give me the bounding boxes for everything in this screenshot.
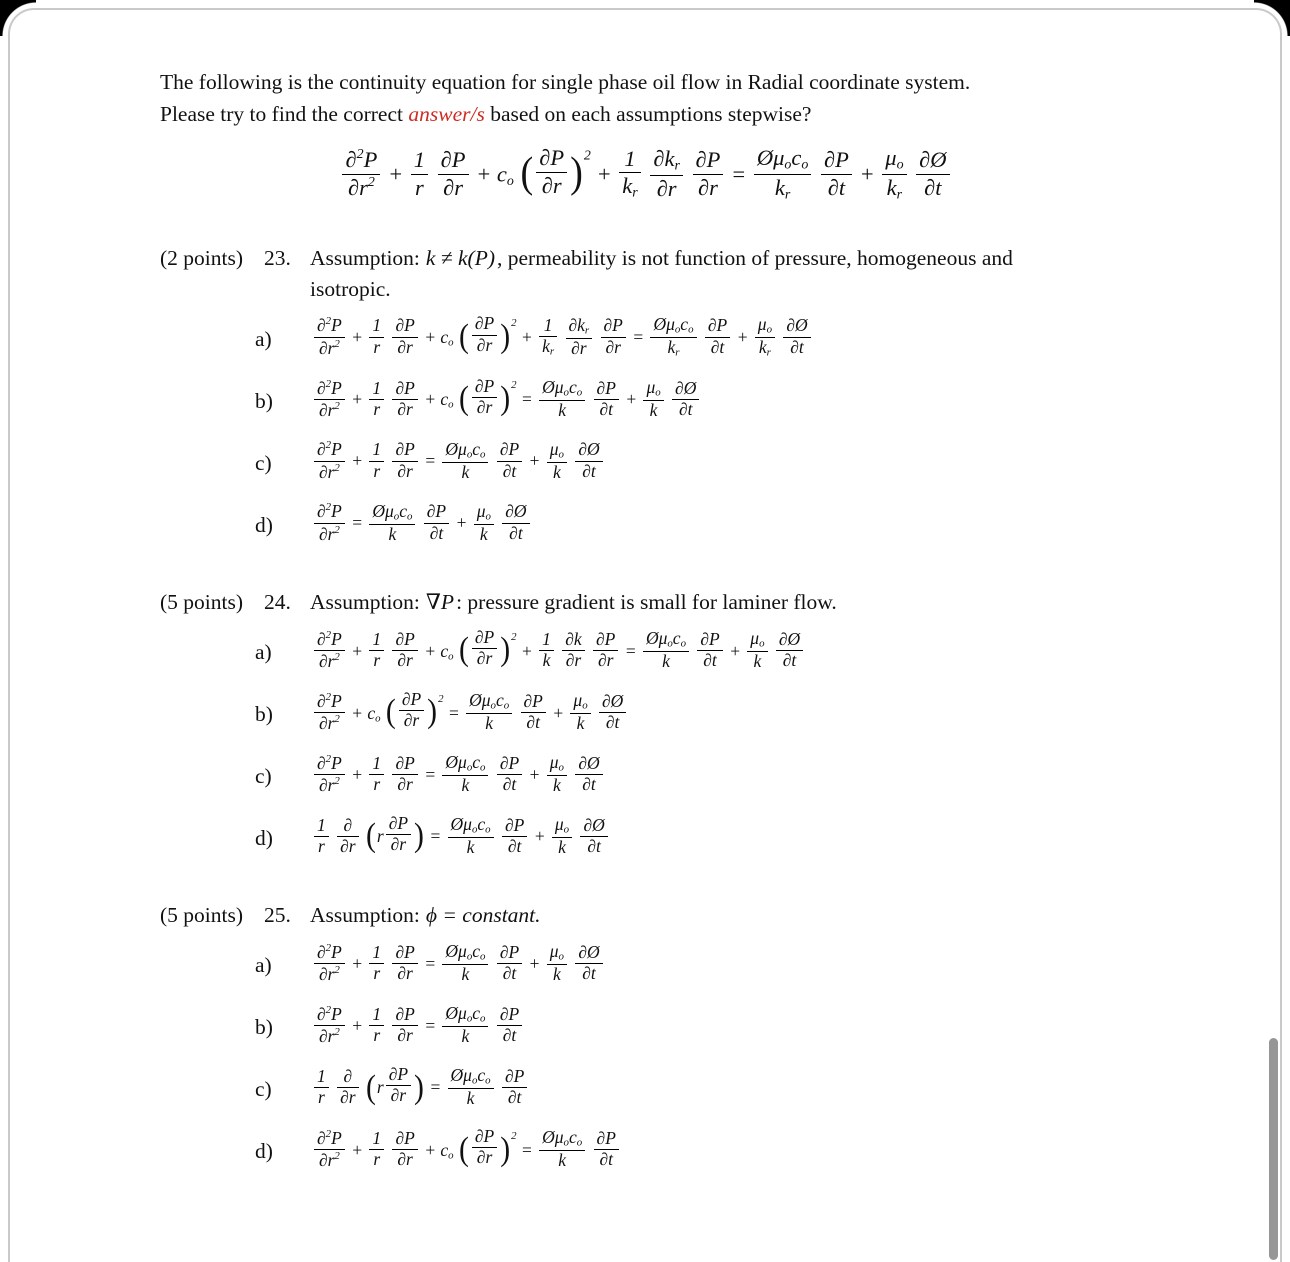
document-page — [8, 8, 1282, 1262]
points-label: (5 points) — [160, 590, 244, 615]
points-label: (5 points) — [160, 903, 244, 928]
answer-word: answer/s — [408, 102, 485, 127]
answer-option-25d — [255, 1123, 1132, 1179]
assumption-label: Assumption: — [310, 245, 420, 270]
option-letter: d) — [255, 512, 273, 537]
intro-line1: The following is the continuity equation for single phase oil flow in Radial coordinate system. — [160, 70, 971, 94]
option-equation: $\frac{1}{r}$ ∂ ∂r ( r ∂P ∂r ) = $Ø\mu_oc_o$ k $\frac{\partial P}{\partial t}$ — [312, 1068, 529, 1110]
option-equation: $\frac{\partial^2P}{\partial r^2}$ + $\frac{1}{r}$ $\frac{\partial P}{\partial r}$ = $Ø\mu_oc_o$ k $\frac{\partial P}{\partial t}$ — [312, 1006, 524, 1049]
question-23-header — [160, 243, 1132, 305]
question-number: 24. — [264, 590, 291, 615]
option-equation: $\frac{\partial^2P}{\partial r^2}$ = $Ø\mu_oc_o$ k $\frac{\partial P}{\partial t}$ + $\frac{\mu_o}{k}$ $\frac{\partial Ø}{\partial t}$ — [312, 503, 532, 546]
option-letter: c) — [255, 763, 272, 788]
assumption-text — [310, 587, 1132, 618]
answer-option-24c — [255, 748, 1132, 804]
main-continuity-equation: $\frac{\partial^2P}{\partial r^2}$ + $\frac{1}{r}$ $\frac{\partial P}{\partial r}$ + $c_o$ ( ∂P ∂r ) $^2$ + $\frac{1}{k_r}$ $\frac{\partial k_r}{\partial r}$ $\frac{\partial P}{\partial r}$ = $Ø\mu_oc_o$ $k_r$ $\frac{\partial P}{\partial t}$ + $\frac{\mu_o}{k_r}$ $\frac{\partial Ø}{\partial t}$ — [160, 147, 1132, 205]
option-letter: b) — [255, 388, 273, 413]
scrollbar-thumb[interactable] — [1269, 1038, 1278, 1260]
option-equation: $\frac{\partial^2P}{\partial r^2}$ + $\frac{1}{r}$ $\frac{\partial P}{\partial r}$ = $Ø\mu_oc_o$ k $\frac{\partial P}{\partial t}$ + $\frac{\mu_o}{k}$ $\frac{\partial Ø}{\partial t}$ — [312, 944, 605, 987]
option-letter: a) — [255, 326, 272, 351]
assumption-text-line1: , permeability is not function of pressure, homogeneous and — [497, 245, 1013, 270]
answer-option-24d — [255, 810, 1132, 866]
answer-option-25a — [255, 937, 1132, 993]
option-letter: b) — [255, 1014, 273, 1039]
answer-option-24b — [255, 686, 1132, 742]
answer-option-25c — [255, 1061, 1132, 1117]
assumption-label: Assumption: — [310, 903, 420, 928]
answer-option-23b — [255, 373, 1132, 429]
option-equation: $\frac{\partial^2P}{\partial r^2}$ + $\frac{1}{r}$ $\frac{\partial P}{\partial r}$ = $Ø\mu_oc_o$ k $\frac{\partial P}{\partial t}$ + $\frac{\mu_o}{k}$ $\frac{\partial Ø}{\partial t}$ — [312, 441, 605, 484]
option-equation: $\frac{\partial^2P}{\partial r^2}$ + $\frac{1}{r}$ $\frac{\partial P}{\partial r}$ = $Ø\mu_oc_o$ k $\frac{\partial P}{\partial t}$ + $\frac{\mu_o}{k}$ $\frac{\partial Ø}{\partial t}$ — [312, 755, 605, 798]
option-equation: $\frac{\partial^2P}{\partial r^2}$ + $c_o$ ( ∂P ∂r ) $^2$ = $Ø\mu_oc_o$ k $\frac{\partial P}{\partial t}$ + $\frac{\mu_o}{k}$ $\frac{\partial Ø}{\partial t}$ — [312, 693, 628, 736]
assumption-math: k ≠ k(P) — [425, 245, 495, 270]
points-label: (2 points) — [160, 245, 244, 270]
option-letter: d) — [255, 825, 273, 850]
question-number: 25. — [264, 903, 291, 928]
option-equation: $\frac{\partial^2P}{\partial r^2}$ + $\frac{1}{r}$ $\frac{\partial P}{\partial r}$ + $c_o$ ( ∂P ∂r ) $^2$ = $Ø\mu_oc_o$ k $\frac{\partial P}{\partial t}$ + $\frac{\mu_o}{k}$ $\frac{\partial Ø}{\partial t}$ — [312, 379, 701, 422]
intro-line2-pre: Please try to find the correct — [160, 102, 409, 127]
answer-option-23d — [255, 497, 1132, 553]
assumption-text — [310, 900, 1132, 931]
option-letter: d) — [255, 1138, 273, 1163]
assumption-label: Assumption: — [310, 590, 420, 615]
assumption-text-line2: isotropic. — [310, 276, 391, 301]
question-24 — [160, 587, 1132, 866]
question-25 — [160, 900, 1132, 1179]
option-letter: a) — [255, 639, 272, 664]
answer-option-25b — [255, 999, 1132, 1055]
answer-option-23a — [255, 311, 1132, 367]
question-24-header — [160, 587, 1132, 618]
intro-paragraph — [160, 66, 1132, 131]
option-letter: c) — [255, 450, 272, 475]
question-number: 23. — [264, 245, 291, 270]
intro-line2-post: based on each assumptions stepwise? — [484, 102, 812, 127]
option-equation: $\frac{\partial^2P}{\partial r^2}$ + $\frac{1}{r}$ $\frac{\partial P}{\partial r}$ + $c_o$ ( ∂P ∂r ) $^2$ + $\frac{1}{k_r}$ $\frac{\partial k_r}{\partial r}$ $\frac{\partial P}{\partial r}$ = $Ø\mu_oc_o$ $k_r$ $\frac{\partial P}{\partial t}$ + $\frac{\mu_o}{k_r}$ $\frac{\partial Ø}{\partial t}$ — [312, 317, 813, 361]
answer-option-24a — [255, 624, 1132, 680]
screen-corner-top-right — [1254, 0, 1290, 36]
assumption-text-line1: : pressure gradient is small for laminer flow. — [456, 590, 837, 615]
option-letter: b) — [255, 701, 273, 726]
question-25-header — [160, 900, 1132, 931]
assumption-math: ∇P — [425, 590, 455, 615]
screen-corner-top-left — [0, 0, 36, 36]
question-23 — [160, 243, 1132, 553]
option-equation: $\frac{\partial^2P}{\partial r^2}$ + $\frac{1}{r}$ $\frac{\partial P}{\partial r}$ + $c_o$ ( ∂P ∂r ) $^2$ + $\frac{1}{k}$ $\frac{\partial k}{\partial r}$ $\frac{\partial P}{\partial r}$ = $Ø\mu_oc_o$ k $\frac{\partial P}{\partial t}$ + $\frac{\mu_o}{k}$ $\frac{\partial Ø}{\partial t}$ — [312, 631, 805, 674]
option-equation: $\frac{1}{r}$ ∂ ∂r ( r ∂P ∂r ) = $Ø\mu_oc_o$ k $\frac{\partial P}{\partial t}$ + $\frac{\mu_o}{k}$ $\frac{\partial Ø}{\partial t}$ — [312, 817, 610, 859]
option-equation: $\frac{\partial^2P}{\partial r^2}$ + $\frac{1}{r}$ $\frac{\partial P}{\partial r}$ + $c_o$ ( ∂P ∂r ) $^2$ = $Ø\mu_oc_o$ k $\frac{\partial P}{\partial t}$ — [312, 1130, 621, 1173]
option-letter: a) — [255, 952, 272, 977]
option-letter: c) — [255, 1076, 272, 1101]
assumption-text — [310, 243, 1132, 305]
answer-option-23c — [255, 435, 1132, 491]
assumption-math: ϕ = constant. — [425, 903, 541, 928]
